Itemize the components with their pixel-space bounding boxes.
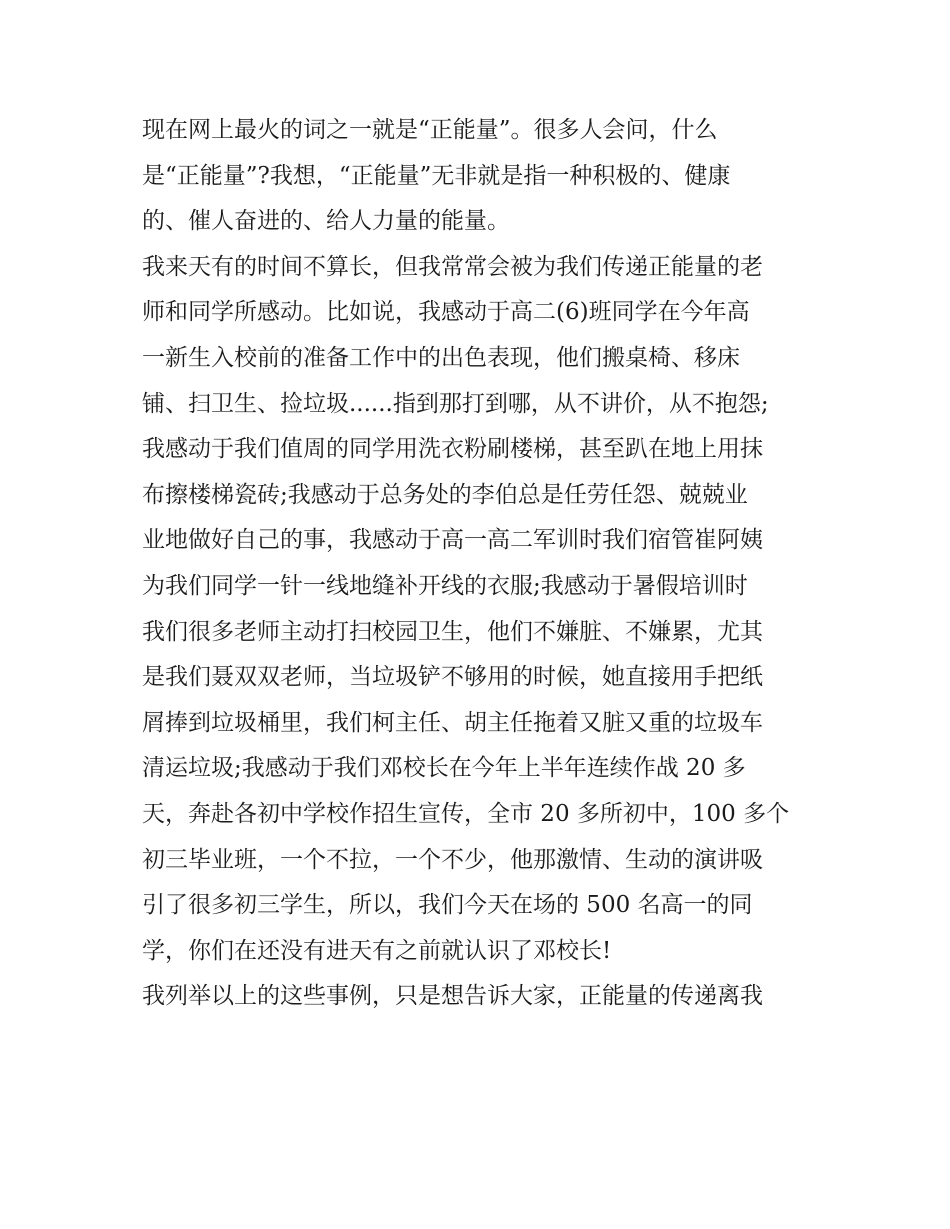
text-line: 是“正能量”?我想，“正能量”无非就是指一种积极的、健康 xyxy=(142,162,731,189)
text-line: 布擦楼梯瓷砖;我感动于总务处的李伯总是任劳任怨、兢兢业 xyxy=(142,481,748,508)
text-line: 引了很多初三学生，所以，我们今天在场的 500 名高一的同 xyxy=(142,892,753,919)
text-line: 天，奔赴各初中学校作招生宣传，全市 20 多所初中，100 多个 xyxy=(142,800,790,827)
text-line: 我来天有的时间不算长，但我常常会被为我们传递正能量的老 xyxy=(142,253,763,280)
text-line: 我感动于我们值周的同学用洗衣粉刷楼梯，甚至趴在地上用抹 xyxy=(142,436,763,463)
text-line: 我们很多老师主动打扫校园卫生，他们不嫌脏、不嫌累，尤其 xyxy=(142,618,763,645)
body-text xyxy=(142,108,832,1020)
text-line: 学，你们在还没有进天有之前就认识了邓校长! xyxy=(142,937,612,964)
text-line: 铺、扫卫生、捡垃圾......指到那打到哪，从不讲价，从不抱怨; xyxy=(142,390,769,417)
text-line: 是我们聂双双老师，当垃圾铲不够用的时候，她直接用手把纸 xyxy=(142,664,763,691)
text-line: 清运垃圾;我感动于我们邓校长在今年上半年连续作战 20 多 xyxy=(142,755,746,782)
text-line: 初三毕业班，一个不拉，一个不少，他那激情、生动的演讲吸 xyxy=(142,846,763,873)
text-line: 一新生入校前的准备工作中的出色表现，他们搬桌椅、移床 xyxy=(142,344,740,371)
text-line: 我列举以上的这些事例，只是想告诉大家，正能量的传递离我 xyxy=(142,983,763,1010)
text-line: 屑捧到垃圾桶里，我们柯主任、胡主任拖着又脏又重的垃圾车 xyxy=(142,709,763,736)
text-line: 的、催人奋进的、给人力量的能量。 xyxy=(142,208,510,235)
text-line: 现在网上最火的词之一就是“正能量”。很多人会问，什么 xyxy=(142,117,718,143)
text-line: 师和同学所感动。比如说，我感动于高二(6)班同学在今年高 xyxy=(142,299,750,326)
text-line: 为我们同学一针一线地缝补开线的衣服;我感动于暑假培训时 xyxy=(142,572,748,599)
text-line: 业地做好自己的事，我感动于高一高二军训时我们宿管崔阿姨 xyxy=(142,527,763,554)
